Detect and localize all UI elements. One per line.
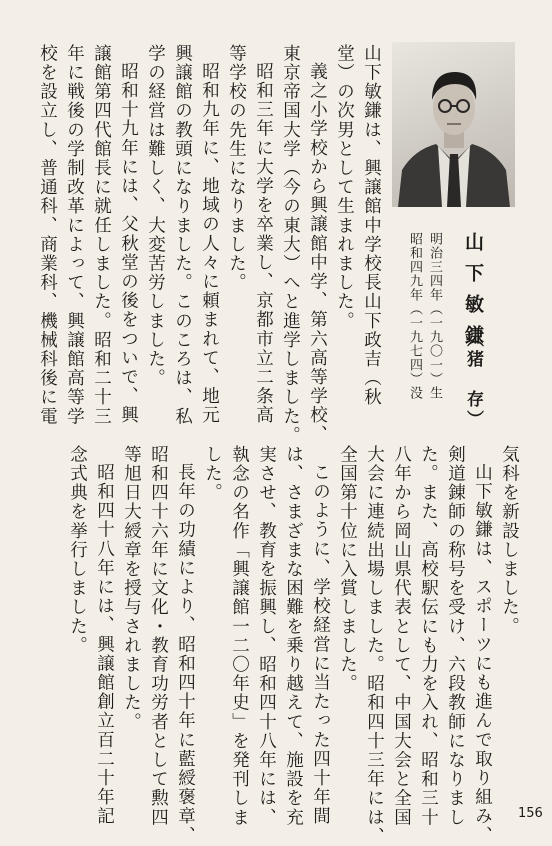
text-column: 山下敏鎌は、興譲館中学校長山下政吉（秋 [361,44,382,407]
text-column: 実させ、教育を振興し、昭和四十八年には、 [256,445,277,827]
text-column: このように、学校経営に当たった四十年間 [310,463,331,826]
text-column: 長年の功績により、昭和四十年に藍綬褒章、 [175,463,196,845]
text-column: 校を設立し、普通科、商業科、機械科後に電 [37,44,58,426]
text-column: 東京帝国大学（今の東大）へと進学しました。 [280,44,301,446]
text-column: 昭和十九年には、父秋堂の後をついで、興 [118,62,139,425]
text-column: た。また、高校駅伝にも力を入れ、昭和三十 [418,445,439,827]
text-column: 譲館第四代館長に就任しました。昭和二十三 [91,44,112,426]
text-column: した。 [202,445,223,503]
page-number: 156 [518,806,543,821]
text-column: 全国第十位に入賞しました。 [337,445,358,694]
text-column: は、さまざまな困難を乗り越えて、施設を充 [283,445,304,827]
text-column: 昭和四十六年に文化・教育功労者として勲四 [148,445,169,827]
text-column: 堂）の次男として生まれました。 [334,44,355,331]
text-column: 大会に連続出場しました。昭和四十三年には、 [364,445,385,846]
text-column: 等旭日大綬章を授与されました。 [121,445,142,732]
text-column: 義之小学校から興譲館中学、第六高等学校、 [307,62,328,444]
text-column: 執念の名作「興譲館一二〇年史」を発刊しま [229,445,250,827]
text-column: 昭和九年に、地域の人々に頼まれて、地元 [199,62,220,425]
text-column: 等学校の先生になりました。 [226,44,247,293]
text-column: 念式典を挙行しました。 [67,445,88,656]
text-column: 八年から岡山県代表として、中国大会と全国 [391,445,412,827]
text-column: 昭和四十八年には、興譲館創立百二十年記 [94,463,115,826]
death-date: 昭和四九年（一九七四）没 [407,232,422,400]
birth-date: 明治三四年（一九〇一）生 [427,232,442,400]
text-column: 昭和三年に大学を卒業し、京都市立二条高 [253,62,274,425]
text-column: 年に戦後の学制改革によって、興譲館高等学 [64,44,85,426]
text-column: 学の経営は難しく、大変苦労しました。 [145,44,166,388]
text-column: 剣道錬師の称号を受け、六段教師になりまし [445,445,466,827]
person-alias: （猪 存） [463,330,483,430]
portrait-photo [392,42,515,207]
person-name: 山下敏鎌 [462,232,484,356]
text-column: 気科を新設しました。 [499,445,520,636]
text-column: 山下敏鎌は、スポーツにも進んで取り組み、 [472,463,493,845]
text-column: 興譲館の教頭になりました。このころは、私 [172,44,193,426]
